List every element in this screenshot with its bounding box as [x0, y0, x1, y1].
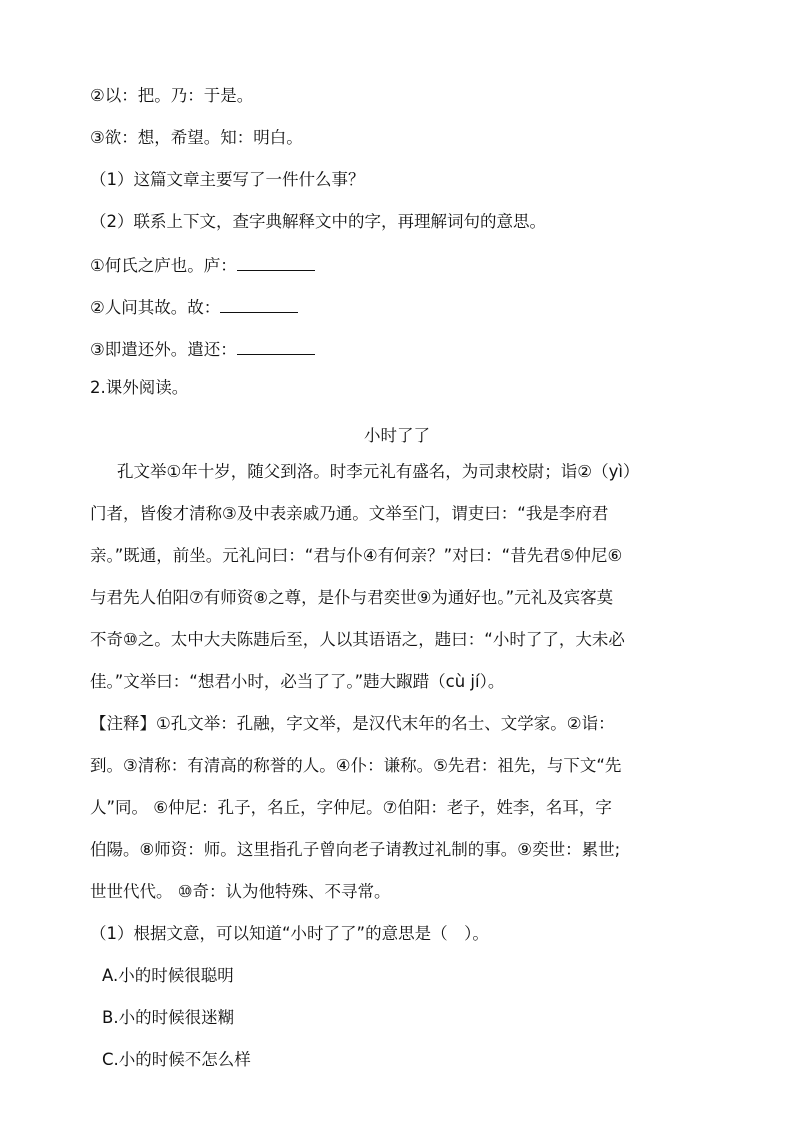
answer-blank[interactable]: [220, 298, 298, 313]
question-text: （1）根据文意，可以知道“小时了了”的意思是（ ）。: [90, 924, 489, 943]
passage-line: 不奇⑩之。太中大夫陈韪后至，人以其语语之，韪曰：“小时了了，大未必: [90, 630, 625, 649]
passage-line: 与君先人伯阳⑦有师资⑧之尊，是仆与君奕世⑨为通好也。”元礼及宾客莫: [90, 588, 614, 607]
annotation-line: 人”同。 ⑥仲尼：孔子，名丘，字仲尼。⑦伯阳：老子，姓李，名耳，字: [90, 798, 612, 817]
answer-blank[interactable]: [237, 256, 315, 271]
answer-blank[interactable]: [237, 340, 315, 355]
fill-item: [90, 256, 315, 275]
passage-line: 门者，皆俊才清称③及中表亲戚乃通。文举至门，谓吏曰：“我是李府君: [90, 504, 609, 523]
question-1-prev: （1）这篇文章主要写了一件什么事？: [90, 170, 365, 189]
note-line: ③欲：想，希望。知：明白。: [90, 128, 303, 147]
option-b[interactable]: B.小的时候很迷糊: [102, 1008, 235, 1027]
fill-item-text: ③即遣还外。遣还：: [90, 340, 237, 359]
question-2-prev: （2）联系上下文，查字典解释文中的字，再理解词句的意思。: [90, 212, 546, 231]
fill-item: [90, 340, 315, 359]
option-a[interactable]: A.小的时候很聪明: [102, 966, 234, 985]
annotation-line: 【注释】①孔文举：孔融，字文举，是汉代末年的名士、文学家。②诣：: [90, 714, 615, 733]
passage-line: 孔文举①年十岁，随父到洛。时李元礼有盛名，为司隶校尉；诣②（yì）: [117, 462, 640, 481]
annotation-line: 伯陽。⑧师资：师。这里指孔子曾向老子请教过礼制的事。⑨奕世：累世;: [90, 840, 621, 859]
annotation-line: 到。③清称：有清高的称誉的人。④仆：谦称。⑤先君：祖先，与下文“先: [90, 756, 622, 775]
passage-line: 亲。”既通，前坐。元礼问曰：“君与仆④有何亲？”对曰：“昔先君⑤仲尼⑥: [90, 546, 623, 565]
fill-item: [90, 298, 298, 317]
fill-item-text: ②人问其故。故：: [90, 298, 221, 317]
fill-item-text: ①何氏之庐也。庐：: [90, 256, 237, 275]
passage-line: 佳。”文举曰：“想君小时，必当了了。”韪大踧踖（cù jí）。: [90, 672, 505, 691]
section-heading: 2.课外阅读。: [90, 378, 189, 397]
annotation-line: 世世代代。 ⑩奇：认为他特殊、不寻常。: [90, 882, 391, 901]
note-line: ②以：把。乃：于是。: [90, 86, 254, 105]
option-c[interactable]: C.小的时候不怎么样: [102, 1050, 251, 1069]
story-title: 小时了了: [364, 426, 430, 445]
